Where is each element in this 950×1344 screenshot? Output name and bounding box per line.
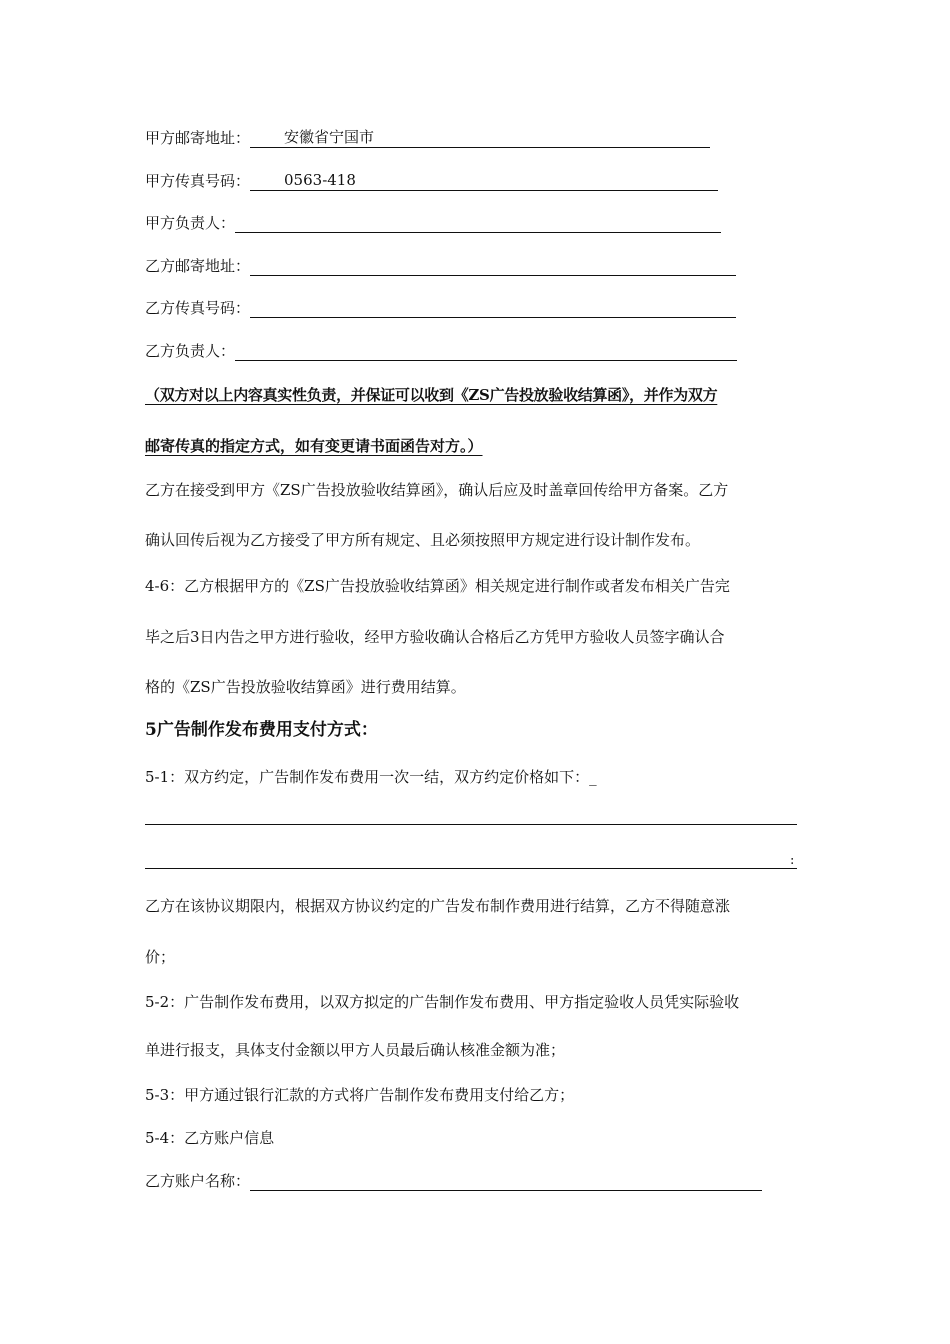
price-blank-colon: : [790,853,795,868]
party-b-manager-label: 乙方负责人： [145,342,236,360]
confirm-para-line-1: 乙方在接受到甲方《ZS广告投放验收结算函》，确认后应及时盖章回传给甲方备案。乙方 [145,481,729,499]
account-name-field[interactable] [250,1171,762,1191]
clause-4-6-line-3: 格的《ZS广告投放验收结算函》进行费用结算。 [145,678,466,696]
clause-4-6-line-2: 毕之后3日内告之甲方进行验收，经甲方验收确认合格后乙方凭甲方验收人员签字确认合 [145,628,725,646]
clause-5-2-line-1: 5-2：广告制作发布费用，以双方拟定的广告制作发布费用、甲方指定验收人员凭实际验收 [145,993,740,1011]
account-name-label: 乙方账户名称： [145,1172,251,1190]
party-a-address-field[interactable] [250,128,710,148]
clause-5-4: 5-4：乙方账户信息 [145,1129,275,1147]
clause-5-3: 5-3：甲方通过银行汇款的方式将广告制作发布费用支付给乙方； [145,1086,575,1104]
price-blank-line-1[interactable] [145,823,797,825]
party-a-manager-label: 甲方负责人： [145,214,236,232]
section-5-heading: 5广告制作发布费用支付方式： [145,720,378,740]
party-a-address-row [145,128,710,148]
party-a-fax-row [145,171,718,191]
party-b-address-row [145,256,736,276]
party-a-fax-label: 甲方传真号码： [145,172,251,190]
account-name-row [145,1171,762,1191]
party-a-address-value: 安徽省宁国市 [284,128,375,146]
party-a-manager-row [145,213,721,233]
party-b-address-label: 乙方邮寄地址： [145,257,251,275]
party-b-fax-label: 乙方传真号码： [145,299,251,317]
party-a-fax-value: 0563-418 [284,171,356,189]
party-b-fax-row [145,298,736,318]
note-line-1: （双方对以上内容真实性负责，并保证可以收到《ZS广告投放验收结算函》，并作为双方 [145,386,718,404]
party-b-fax-field[interactable] [250,298,736,318]
party-a-address-label: 甲方邮寄地址： [145,129,251,147]
clause-5-1: 5-1：双方约定，广告制作发布费用一次一结，双方约定价格如下：_ [145,768,597,786]
party-b-manager-field[interactable] [235,341,737,361]
party-a-manager-field[interactable] [235,213,721,233]
clause-5-2-line-2: 单进行报支，具体支付金额以甲方人员最后确认核准金额为准； [145,1041,566,1059]
settlement-para-line-1: 乙方在该协议期限内，根据双方协议约定的广告发布制作费用进行结算，乙方不得随意涨 [145,897,731,915]
party-b-address-field[interactable] [250,256,736,276]
party-b-manager-row [145,341,737,361]
clause-4-6-line-1: 4-6：乙方根据甲方的《ZS广告投放验收结算函》相关规定进行制作或者发布相关广告完 [145,577,730,595]
settlement-para-line-2: 价； [145,948,176,966]
price-blank-line-2[interactable] [145,867,797,869]
note-line-2: 邮寄传真的指定方式，如有变更请书面函告对方。） [145,437,483,455]
party-a-fax-field[interactable] [250,171,718,191]
confirm-para-line-2: 确认回传后视为乙方接受了甲方所有规定、且必须按照甲方规定进行设计制作发布。 [145,531,701,549]
